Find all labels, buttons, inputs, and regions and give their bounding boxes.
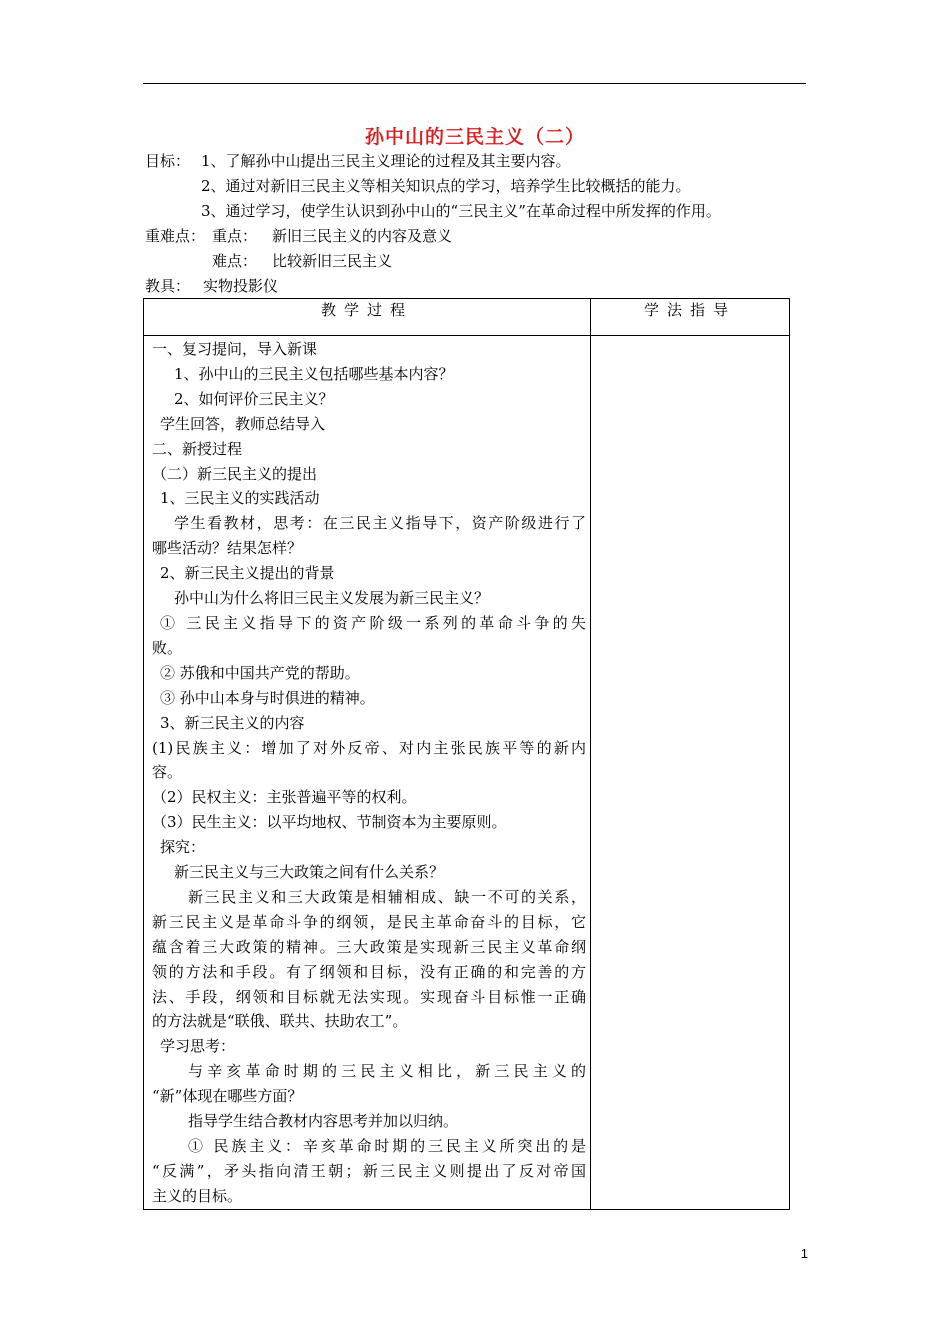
content-line: 学习思考：	[160, 1037, 236, 1056]
guidance-cell	[591, 336, 790, 1210]
objective-3: 3、通过学习，使学生认识到孙中山的“三民主义”在革命过程中所发挥的作用。	[201, 202, 721, 220]
content-line: 新三民主义与三大政策之间有什么关系？	[174, 863, 445, 882]
content-line: “新”体现在哪些方面？	[152, 1087, 303, 1106]
tools-label: 教具：	[145, 277, 191, 295]
key-difficult-label: 重难点：	[145, 227, 206, 245]
content-line: 孙中山为什么将旧三民主义发展为新三民主义？	[174, 589, 490, 608]
key-point-label: 重点：	[212, 227, 258, 245]
objective-2: 2、通过对新旧三民主义等相关知识点的学习，培养学生比较概括的能力。	[201, 177, 691, 195]
content-line: 哪些活动？结果怎样？	[152, 539, 303, 558]
content-line: “反满”，矛头指向清王朝；新三民主义则提出了反对帝国	[152, 1161, 586, 1180]
content-line: 领的方法和手段。有了纲领和目标，没有正确的和完善的方	[152, 962, 586, 981]
content-line: 蕴含着三大政策的精神。三大政策是实现新三民主义革命纲	[152, 937, 586, 956]
col-header-guidance: 学法指导	[591, 299, 790, 336]
difficult-point-label: 难点：	[212, 252, 258, 270]
content-line: 3、新三民主义的内容	[160, 713, 305, 732]
content-line: ③ 孙中山本身与时俱进的精神。	[160, 688, 375, 707]
content-line: 二、新授过程	[152, 439, 243, 458]
page-number: 1	[800, 1246, 808, 1261]
content-line: 与辛亥革命时期的三民主义相比，新三民主义的	[188, 1062, 586, 1081]
content-line: （3）民生主义：以平均地权、节制资本为主要原则。	[152, 813, 507, 832]
content-line: 主义的目标。	[152, 1186, 243, 1205]
difficult-point: 比较新旧三民主义	[272, 252, 393, 270]
content-line: 法、手段，纲领和目标就无法实现。实现奋斗目标惟一正确	[152, 987, 586, 1006]
objectives-label: 目标：	[145, 152, 191, 170]
content-line: 新三民主义和三大政策是相辅相成、缺一不可的关系，	[188, 887, 586, 906]
header-rule	[143, 83, 806, 84]
content-line: 败。	[152, 638, 183, 657]
content-line: 一、复习提问，导入新课	[152, 340, 318, 358]
process-cell	[144, 336, 591, 1210]
content-line: ① 民族主义：辛亥革命时期的三民主义所突出的是	[188, 1137, 586, 1155]
tools: 实物投影仪	[203, 277, 279, 295]
content-line: （2）民权主义：主张普遍平等的权利。	[152, 788, 417, 807]
content-line: 2、如何评价三民主义？	[174, 389, 334, 408]
content-line: 指导学生结合教材内容思考并加以归纳。	[188, 1112, 459, 1131]
content-line: (1)民族主义：增加了对外反帝、对内主张民族平等的新内	[152, 738, 586, 757]
content-line: 1、三民主义的实践活动	[160, 489, 320, 508]
content-line: 容。	[152, 763, 183, 782]
content-line: 1、孙中山的三民主义包括哪些基本内容？	[174, 364, 454, 383]
content-line: 学生看教材，思考：在三民主义指导下，资产阶级进行了	[174, 514, 586, 533]
lesson-table	[143, 298, 790, 1210]
content-line: 新三民主义是革命斗争的纲领，是民主革命奋斗的目标，它	[152, 912, 586, 931]
page-title: 孙中山的三民主义（二）	[364, 126, 585, 148]
key-point: 新旧三民主义的内容及意义	[272, 227, 453, 245]
content-line: 学生回答，教师总结导入	[160, 414, 326, 433]
content-line: 探究：	[160, 838, 206, 857]
content-line: ① 三民主义指导下的资产阶级一系列的革命斗争的失	[160, 613, 586, 632]
objective-1: 1、了解孙中山提出三民主义理论的过程及其主要内容。	[201, 152, 571, 170]
col-header-process: 教学过程	[144, 299, 591, 336]
content-line: （二）新三民主义的提出	[152, 464, 318, 483]
content-line: 2、新三民主义提出的背景	[160, 564, 335, 583]
content-line: ② 苏俄和中国共产党的帮助。	[160, 663, 360, 682]
content-line: 的方法就是“联俄、联共、扶助农工”。	[152, 1012, 408, 1031]
